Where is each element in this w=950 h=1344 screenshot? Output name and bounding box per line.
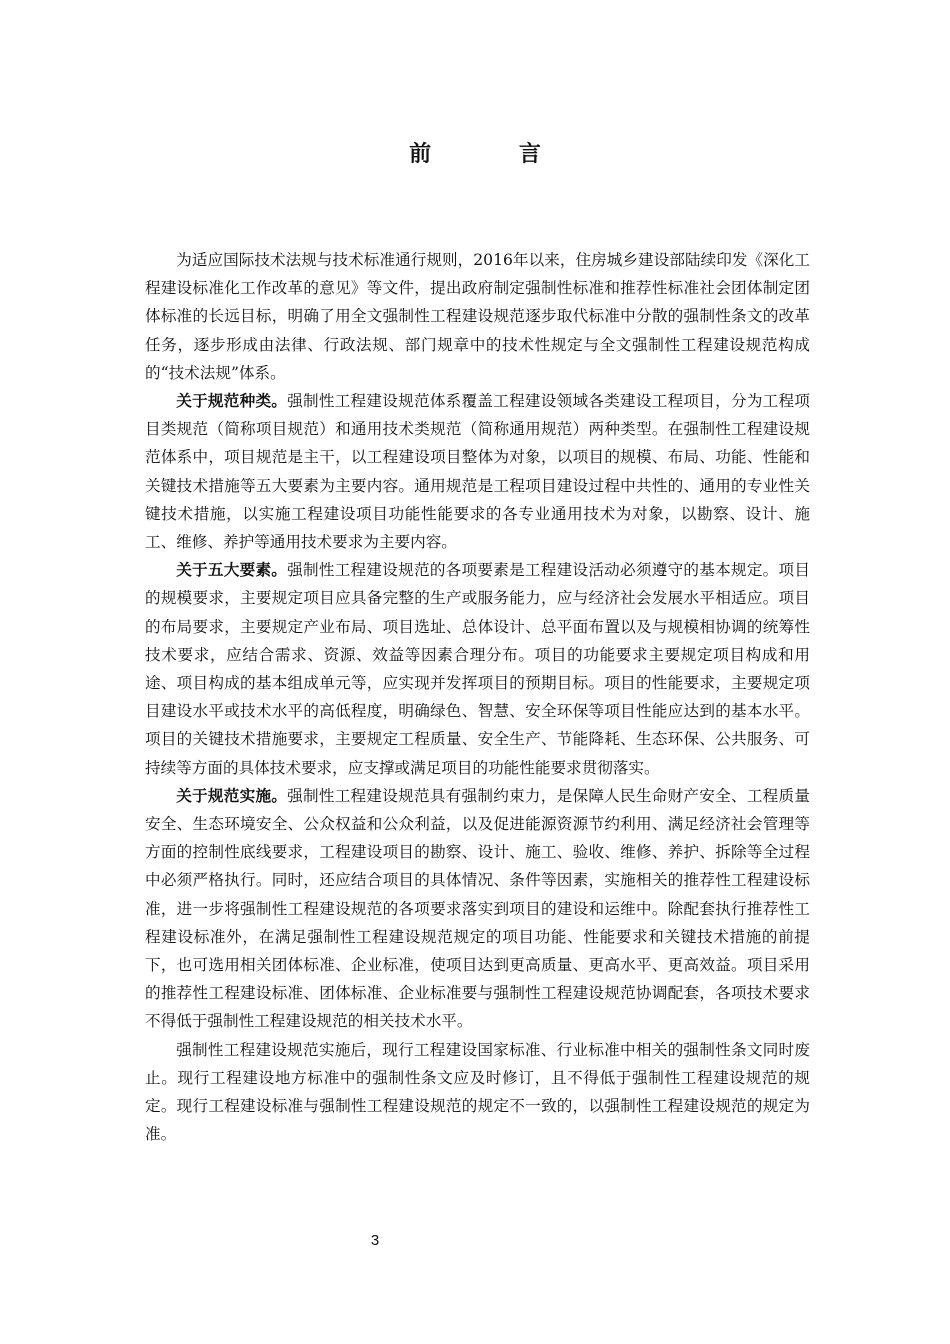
paragraph-five-elements bbox=[145, 556, 810, 782]
paragraph-lead: 关于五大要素。 bbox=[176, 561, 288, 580]
paragraph-intro bbox=[145, 246, 810, 387]
document-body bbox=[145, 246, 810, 1149]
paragraph-implementation bbox=[145, 782, 810, 1036]
paragraph-text: 强制性工程建设规范体系覆盖工程建设领域各类建设工程项目，分为工程项目类规范（简称项目规范）和通用技术类规范（简称通用规范）两种类型。在强制性工程建设规范体系中，项目规范是主干，以工程建设项目整体为对象，以项目的规模、布局、功能、性能和关键技术措施等五大要素为主要内容。通用规范是工程项目建设过程中共性的、通用的专业性关键技术措施，以实施工程建设项目功能性能要求的各专业通用技术为对象，以勘察、设计、施工、维修、养护等通用技术要求为主要内容。 bbox=[145, 392, 810, 552]
page-title: 前 言 bbox=[409, 142, 581, 167]
paragraph-text: 为适应国际技术法规与技术标准通行规则，2016年以来，住房城乡建设部陆续印发《深化工程建设标准化工作改革的意见》等文件，提出政府制定强制性标准和推荐性标准社会团体制定团体标准的长远目标，明确了用全文强制性工程建设规范逐步取代标准中分散的强制性条文的改革任务，逐步形成由法律、行政法规、部门规章中的技术性规定与全文强制性工程建设规范构成的“技术法规”体系。 bbox=[145, 251, 810, 382]
paragraph-closing bbox=[145, 1036, 810, 1149]
paragraph-spec-types bbox=[145, 387, 810, 556]
paragraph-text: 强制性工程建设规范实施后，现行工程建设国家标准、行业标准中相关的强制性条文同时废止。现行工程建设地方标准中的强制性条文应及时修订，且不得低于强制性工程建设规范的规定。现行工程建设标准与强制性工程建设规范的规定不一致的，以强制性工程建设规范的规定为准。 bbox=[145, 1040, 810, 1144]
paragraph-text: 强制性工程建设规范具有强制约束力，是保障人民生命财产安全、工程质量安全、生态环境安全、公众权益和公众利益，以及促进能源资源节约利用、满足经济社会管理等方面的控制性底线要求，工程建设项目的勘察、设计、施工、验收、维修、养护、拆除等全过程中必须严格执行。同时，还应结合项目的具体情况、条件等因素，实施相关的推荐性工程建设标准，进一步将强制性工程建设规范的各项要求落实到项目的建设和运维中。除配套执行推荐性工程建设标准外，在满足强制性工程建设规范规定的项目功能、性能要求和关键技术措施的前提下，也可选用相关团体标准、企业标准，使项目达到更高质量、更高水平、更高效益。项目采用的推荐性工程建设标准、团体标准、企业标准要与强制性工程建设规范协调配套，各项技术要求不得低于强制性工程建设规范的相关技术水平。 bbox=[145, 786, 810, 1031]
paragraph-lead: 关于规范实施。 bbox=[176, 786, 288, 805]
paragraph-lead: 关于规范种类。 bbox=[176, 392, 288, 411]
paragraph-text: 强制性工程建设规范的各项要素是工程建设活动必须遵守的基本规定。项目的规模要求，主要规定项目应具备完整的生产或服务能力，应与经济社会发展水平相适应。项目的布局要求，主要规定产业布局、项目选址、总体设计、总平面布置以及与规模相协调的统筹性技术要求，应结合需求、资源、效益等因素合理分布。项目的功能要求主要规定项目构成和用途、项目构成的基本组成单元等，应实现并发挥项目的预期目标。项目的性能要求，主要规定项目建设水平或技术水平的高低程度，明确绿色、智慧、安全环保等项目性能应达到的基本水平。项目的关键技术措施要求，主要规定工程质量、安全生产、节能降耗、生态环保、公共服务、可持续等方面的具体技术要求，应支撑或满足项目的功能性能要求贯彻落实。 bbox=[145, 561, 810, 777]
page-number: 3 bbox=[370, 1232, 380, 1249]
